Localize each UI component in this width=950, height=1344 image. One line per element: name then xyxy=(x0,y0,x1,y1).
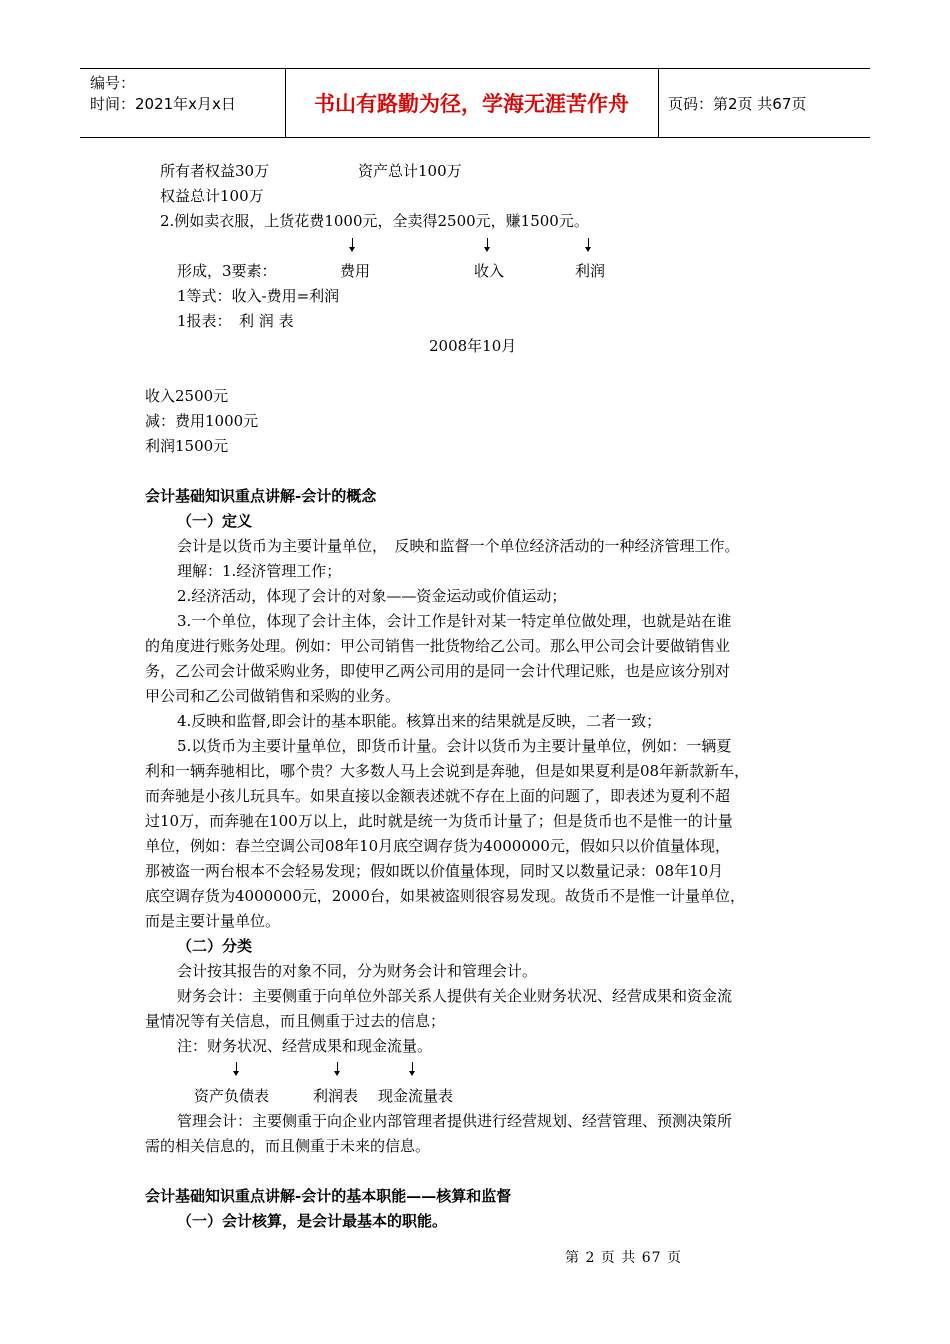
paragraph-line: 利和一辆奔驰相比，哪个贵？大多数人马上会说到是奔驰，但是如果夏利是08年新款新车， xyxy=(145,762,750,780)
paragraph-line: 甲公司和乙公司做销售和采购的业务。 xyxy=(145,687,401,705)
text-line: 收入2500元 xyxy=(145,387,229,405)
subsection-heading: （一）定义 xyxy=(177,512,253,530)
section-heading: 会计基础知识重点讲解-会计的概念 xyxy=(145,487,377,505)
element-revenue: 收入 xyxy=(474,262,505,280)
paragraph-line: 会计按其报告的对象不同，分为财务会计和管理会计。 xyxy=(177,962,538,980)
element-expense: 费用 xyxy=(340,262,371,280)
paragraph-line: 的角度进行账务处理。例如：甲公司销售一批货物给乙公司。那么甲公司会计要做销售业 xyxy=(145,637,731,655)
paragraph-line: 而是主要计量单位。 xyxy=(145,912,281,930)
paragraph-line: 而奔驰是小孩儿玩具车。如果直接以金额表述就不存在上面的问题了，即表述为夏利不超 xyxy=(145,787,731,805)
subsection-heading: （二）分类 xyxy=(177,937,253,955)
paragraph-line: 那被盗一两台根本不会轻易发现；假如既以价值量体现，同时又以数量记录：08年10月 xyxy=(145,862,724,880)
header-meta xyxy=(90,73,236,115)
text-line: 权益总计100万 xyxy=(160,187,264,205)
paragraph-line: 注：财务状况、经营成果和现金流量。 xyxy=(177,1037,433,1055)
down-arrow-icon xyxy=(352,238,353,250)
text-line: 所有者权益30万 xyxy=(160,162,270,180)
paragraph-line: 5.以货币为主要计量单位，即货币计量。会计以货币为主要计量单位，例如：一辆夏 xyxy=(177,737,732,755)
text-line: 2.例如卖衣服，上货花费1000元，全卖得2500元，赚1500元。 xyxy=(160,212,589,230)
paragraph-line: 4.反映和监督,即会计的基本职能。核算出来的结果就是反映，二者一致； xyxy=(177,712,662,730)
down-arrow-icon xyxy=(412,1062,413,1074)
text-line: 1等式：收入-费用=利润 xyxy=(177,287,340,305)
section-heading: 会计基础知识重点讲解-会计的基本职能——核算和监督 xyxy=(145,1187,512,1205)
header-page-info: 页码：第2页 共67页 xyxy=(668,94,807,113)
statement-income: 利润表 xyxy=(313,1087,359,1105)
page-footer: 第 2 页 共 67 页 xyxy=(565,1250,682,1266)
paragraph-line: 单位，例如：春兰空调公司08年10月底空调存货为4000000元，假如只以价值量体现， xyxy=(145,837,730,855)
statement-cash-flow: 现金流量表 xyxy=(378,1087,454,1105)
paragraph-line: 3.一个单位，体现了会计主体，会计工作是针对某一特定单位做处理，也就是站在谁 xyxy=(177,612,732,630)
text-line: 利润1500元 xyxy=(145,437,229,455)
header-motto: 书山有路勤为径，学海无涯苦作舟 xyxy=(314,92,629,116)
paragraph-line: 务，乙公司会计做采购业务，即使甲乙两公司用的是同一会计代理记账，也是应该分别对 xyxy=(145,662,731,680)
paragraph-line: 过10万，而奔驰在100万以上，此时就是统一为货币计量了；但是货币也不是惟一的计量 xyxy=(145,812,733,830)
subsection-heading: （一）会计核算，是会计最基本的职能。 xyxy=(177,1212,448,1230)
statement-balance-sheet: 资产负债表 xyxy=(194,1087,270,1105)
text-line: 1报表： 利 润 表 xyxy=(177,312,294,330)
down-arrow-icon xyxy=(487,238,488,250)
header-divider xyxy=(658,69,659,137)
paragraph-line: 会计是以货币为主要计量单位， 反映和监督一个单位经济活动的一种经济管理工作。 xyxy=(177,537,740,555)
text-line: 减：费用1000元 xyxy=(145,412,259,430)
paragraph-line: 2.经济活动，体现了会计的对象——资金运动或价值运动； xyxy=(177,587,567,605)
paragraph-line: 财务会计：主要侧重于向单位外部关系人提供有关企业财务状况、经营成果和资金流 xyxy=(177,987,733,1005)
paragraph-line: 理解：1.经济管理工作； xyxy=(177,562,342,580)
down-arrow-icon xyxy=(236,1062,237,1074)
paragraph-line: 量情况等有关信息，而且侧重于过去的信息； xyxy=(145,1012,446,1030)
serial-label: 编号： xyxy=(90,74,136,92)
element-profit: 利润 xyxy=(575,262,606,280)
date-label: 时间：2021年x月x日 xyxy=(90,95,236,113)
paragraph-line: 管理会计：主要侧重于向企业内部管理者提供进行经营规划、经营管理、预测决策所 xyxy=(177,1112,733,1130)
paragraph-line: 需的相关信息的，而且侧重于未来的信息。 xyxy=(145,1137,431,1155)
page-header xyxy=(80,68,870,138)
text-line: 资产总计100万 xyxy=(358,162,462,180)
down-arrow-icon xyxy=(588,238,589,250)
report-date: 2008年10月 xyxy=(429,337,517,355)
text-line: 形成，3要素： xyxy=(177,262,277,280)
paragraph-line: 底空调存货为4000000元，2000台，如果被盗则很容易发现。故货币不是惟一计量单位， xyxy=(145,887,745,905)
down-arrow-icon xyxy=(337,1062,338,1074)
